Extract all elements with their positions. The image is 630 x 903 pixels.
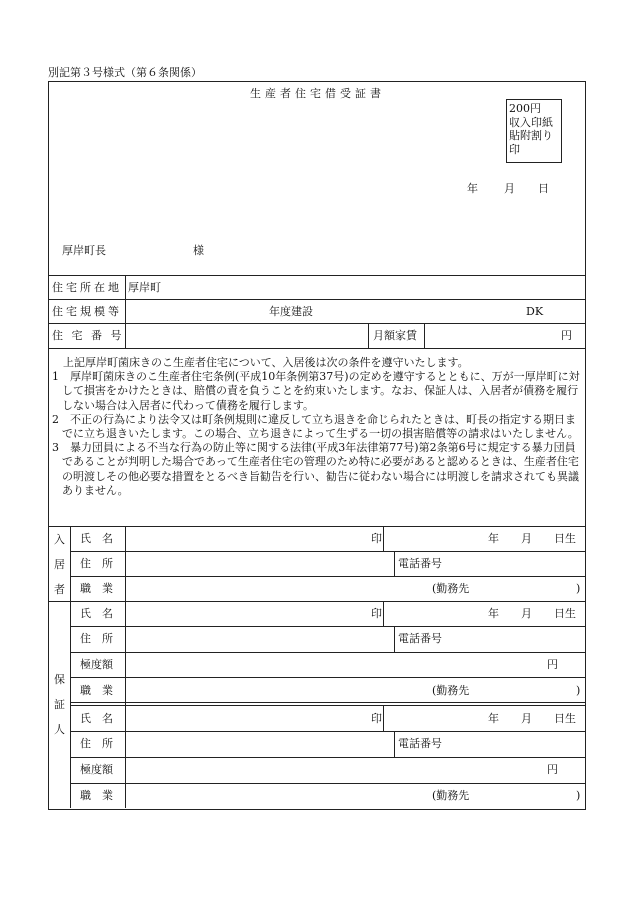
divider [70, 526, 71, 808]
divider [70, 677, 586, 678]
scale-type: DK [526, 305, 544, 318]
date-month: 月 [504, 182, 515, 195]
addressee-name: 厚岸町長 [62, 244, 106, 257]
stamp-line-2: 貼附割り [509, 129, 553, 142]
date-day: 日 [538, 182, 549, 195]
scale-year: 年度建設 [269, 305, 313, 318]
resident-phone-label: 電話番号 [398, 557, 442, 570]
guarantor-2-limit-unit: 円 [547, 763, 558, 776]
divider [48, 526, 586, 527]
addressee-honorific: 様 [193, 244, 204, 257]
divider [70, 626, 586, 627]
conditions-intro: 上記厚岸町菌床きのこ生産者住宅について、入居後は次の条件を遵守いたします。 [63, 356, 469, 369]
resident-close-paren: ) [576, 582, 581, 595]
location-label: 住宅所在地 [52, 281, 122, 294]
divider [70, 576, 586, 577]
guarantor-2-seal: 印 [371, 712, 382, 725]
resident-group-char: 入 [54, 533, 65, 546]
guarantor-group-label [54, 667, 66, 742]
divider [48, 299, 586, 300]
document-title: 生産者住宅借受証書 [250, 87, 385, 100]
stamp-amount: 200円 [509, 102, 541, 115]
divider [125, 526, 126, 808]
resident-address-label: 住 所 [80, 557, 113, 570]
guarantor-2-name-label: 氏 名 [80, 712, 113, 725]
condition-item-3: 3 暴力団員による不当な行為の防止等に関する法律(平成3年法律第77号)第2条第6号に規定する暴力団員であることが判明した場合であって生産者住宅の管理のため特に必要があると認めるときは、生産者住宅の明渡しその他必要な措置をとるべき旨勧告を行い、勧告に従わない場合には明渡しを請求されても異議ありません。 [52, 441, 579, 497]
guarantor-2-birth: 年 月 日生 [488, 712, 576, 725]
guarantor-1-limit-label: 極度額 [80, 658, 113, 671]
location-value: 厚岸町 [128, 281, 161, 294]
scale-label: 住宅規模等 [52, 305, 122, 318]
resident-group-char: 者 [54, 583, 65, 596]
divider [48, 275, 586, 276]
guarantor-2-phone-label: 電話番号 [398, 737, 442, 750]
guarantor-1-name-label: 氏 名 [80, 607, 113, 620]
guarantor-1-address-label: 住 所 [80, 632, 113, 645]
stamp-line-3: 印 [509, 142, 520, 156]
condition-item-1: 1 厚岸町菌床きのこ生産者住宅条例(平成10年条例第37号)の定めを遵守するとともに、万が一厚岸町に対して損害をかけたときは、賠償の責を負うことを約束いたします。なお、保証人は、入居者が債務を履行しない場合は入居者に代わって債務を履行します。 [52, 370, 580, 412]
resident-name-label: 氏 名 [80, 532, 113, 545]
form-label: 別記第３号様式（第６条関係） [48, 66, 202, 79]
rent-unit: 円 [561, 329, 572, 342]
divider [424, 323, 425, 348]
divider [394, 626, 395, 652]
divider [70, 652, 586, 653]
divider [70, 731, 586, 732]
resident-group-char: 居 [54, 558, 65, 571]
guarantor-group-char: 保 [54, 673, 65, 686]
guarantor-1-birth: 年 月 日生 [488, 607, 576, 620]
divider [70, 757, 586, 758]
guarantor-group-char: 人 [54, 723, 65, 736]
divider [48, 348, 586, 349]
divider [383, 601, 384, 626]
resident-job-label: 職 業 [80, 582, 113, 595]
guarantor-2-limit-label: 極度額 [80, 763, 113, 776]
divider [70, 783, 586, 784]
guarantor-2-close-paren: ) [576, 789, 581, 802]
divider [70, 705, 586, 706]
guarantor-group-char: 証 [54, 698, 65, 711]
resident-workplace: (勤務先 [432, 582, 470, 595]
resident-seal: 印 [371, 532, 382, 545]
guarantor-1-seal: 印 [371, 607, 382, 620]
house-number-label: 住宅番号 [52, 329, 130, 342]
divider [394, 551, 395, 576]
divider [48, 323, 586, 324]
condition-item-2: 2 不正の行為により法令又は町条例規則に違反して立ち退きを命じられたときは、町長の指定する期日までに立ち退きいたします。この場合、立ち退きによって生ずる一切の損害賠償等の請求はいたしません。 [52, 412, 579, 441]
divider [383, 526, 384, 551]
revenue-stamp-box [506, 99, 562, 163]
guarantor-1-limit-unit: 円 [547, 658, 558, 671]
date-year: 年 [467, 182, 478, 195]
divider [368, 323, 369, 348]
divider [48, 601, 586, 602]
guarantor-2-workplace: (勤務先 [432, 789, 470, 802]
stamp-line-1: 収入印紙 [509, 115, 553, 129]
resident-group-label [54, 527, 66, 602]
divider [70, 551, 586, 552]
guarantor-1-close-paren: ) [576, 684, 581, 697]
rent-label: 月額家賃 [373, 329, 417, 342]
resident-birth: 年 月 日生 [488, 532, 576, 545]
guarantor-1-phone-label: 電話番号 [398, 632, 442, 645]
guarantor-2-job-label: 職 業 [80, 789, 113, 802]
conditions-block [52, 356, 585, 498]
divider [383, 705, 384, 731]
divider [70, 702, 586, 703]
guarantor-1-job-label: 職 業 [80, 684, 113, 697]
divider [394, 731, 395, 757]
guarantor-2-address-label: 住 所 [80, 737, 113, 750]
guarantor-1-workplace: (勤務先 [432, 684, 470, 697]
